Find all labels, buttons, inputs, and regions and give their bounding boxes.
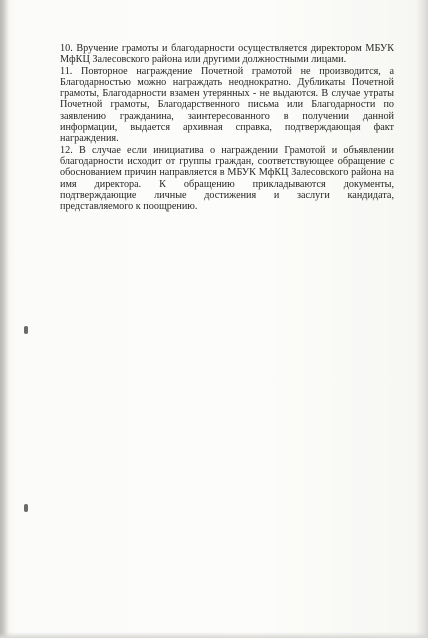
document-body [60,43,394,212]
paragraph-11: 11. Повторное награждение Почетной грамотой не производится, а Благодарностью можно награждать неоднократно. Дубликаты Почетной грамоты, Благодарности взамен утерянных - не выдаются. В случае утраты Почетной грамоты, Благодарственного письма или Благодарности по заявлению гражданина, заинтересованного в получении данной информации, выдается архивная справка, подтверждающая факт награждения. [60,65,394,145]
paragraph-12: 12. В случае если инициатива о награждении Грамотой и объявлении благодарности исходит от группы граждан, соответствующее обращение с обоснованием причин направляется в МБУК МфКЦ Залесовского района на имя директора. К обращению прикладываются документы, подтверждающие личные достижения и заслуги кандидата, представляемого к поощрению. [60,144,394,213]
page-left-shadow [0,0,9,638]
binder-hole-mark-upper [24,326,28,334]
page-bottom-edge [0,632,428,638]
binder-hole-mark-lower [24,504,28,512]
page-right-edge [416,0,428,638]
paragraph-10: 10. Вручение грамоты и благодарности осуществляется директором МБУК МфКЦ Залесовского района или другими должностными лицами. [60,43,394,66]
